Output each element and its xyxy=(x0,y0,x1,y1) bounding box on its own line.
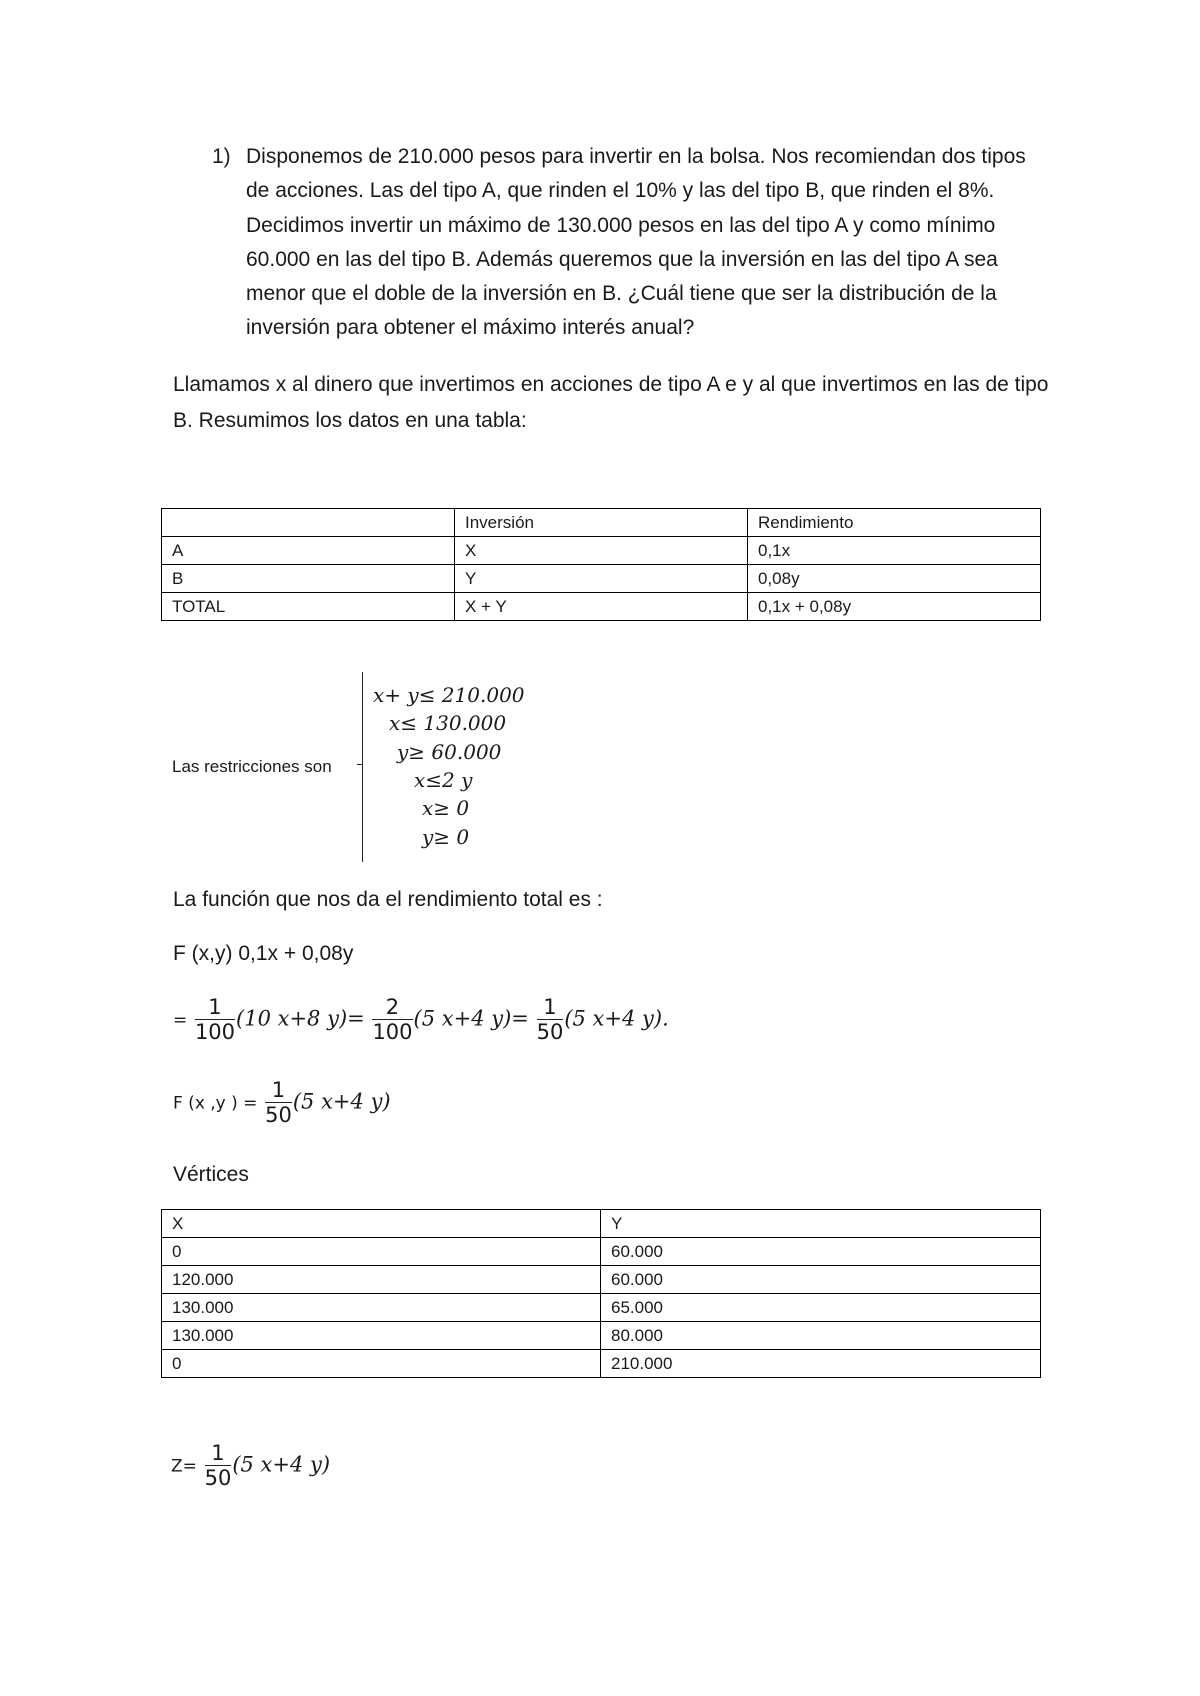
table-header-cell: Y xyxy=(601,1210,1041,1238)
problem-statement xyxy=(212,140,1052,346)
fraction xyxy=(265,1078,292,1127)
restrictions-label: Las restricciones son xyxy=(172,757,332,776)
table-cell: 60.000 xyxy=(601,1238,1041,1266)
fraction-numerator: 1 xyxy=(205,1441,232,1466)
fraction xyxy=(537,995,564,1044)
restriction-item: y≥ 0 xyxy=(422,825,470,849)
fraction-denominator: 100 xyxy=(372,1020,413,1044)
table-cell: 60.000 xyxy=(601,1266,1041,1294)
fraction xyxy=(195,995,235,1044)
table-cell: X + Y xyxy=(455,593,748,621)
fraction-numerator: 1 xyxy=(265,1078,292,1103)
table-cell: B xyxy=(162,565,455,593)
vertices-title: Vértices xyxy=(173,1163,249,1186)
table-header-cell: Inversión xyxy=(455,509,748,537)
restriction-item: x≥ 0 xyxy=(422,796,470,820)
table-cell: X xyxy=(455,537,748,565)
table-row xyxy=(162,1294,1041,1322)
table-cell: 130.000 xyxy=(162,1322,601,1350)
expression: (10 x+8 y)= xyxy=(236,1006,365,1031)
restriction-item: x+ y≤ 210.000 xyxy=(373,683,525,707)
restriction-item: y≥ 60.000 xyxy=(397,740,502,764)
restriction-item: x≤ 130.000 xyxy=(389,711,507,735)
fraction-numerator: 1 xyxy=(195,995,235,1020)
table-cell: Y xyxy=(455,565,748,593)
table-header-cell: X xyxy=(162,1210,601,1238)
intro-paragraph: Llamamos x al dinero que invertimos en acciones de tipo A e y al que invertimos en las de tipo B. Resumimos los datos en una tabla: xyxy=(173,373,1049,432)
table-cell: 210.000 xyxy=(601,1350,1041,1378)
fraction-denominator: 50 xyxy=(536,1020,564,1044)
fraction-numerator: 2 xyxy=(372,995,412,1020)
equals-sign: = xyxy=(173,1010,188,1031)
table-cell: 130.000 xyxy=(162,1294,601,1322)
table-row xyxy=(162,593,1041,621)
expression: (5 x+4 y) xyxy=(292,1089,391,1114)
fraction-numerator: 1 xyxy=(537,995,564,1020)
system-brace xyxy=(362,672,373,862)
table-row xyxy=(162,1266,1041,1294)
function-line: F (x,y) 0,1x + 0,08y xyxy=(173,942,354,965)
table-header-cell: Rendimiento xyxy=(748,509,1041,537)
fraction-denominator: 100 xyxy=(194,1020,236,1044)
table-header-cell xyxy=(162,509,455,537)
expression: (5 x+4 y)= xyxy=(413,1006,529,1031)
problem-text: Disponemos de 210.000 pesos para invertir en la bolsa. Nos recomiendan dos tipos de acciones. Las del tipo A, que rinden el 10% y las del tipo B, que rinden el 8%. Decidimos invertir un máximo de 130.000 pesos en las del tipo A y como mínimo 60.000 en las del tipo B. Además queremos que la inversión en las del tipo A sea menor que el doble de la inversión en B. ¿Cuál tiene que ser la distribución de la inversión para obtener el máximo interés anual? xyxy=(246,145,1026,340)
restriction-item: x≤2 y xyxy=(414,768,473,792)
equation-line xyxy=(173,995,669,1044)
investment-table xyxy=(161,508,1041,621)
function-intro: La función que nos da el rendimiento total es : xyxy=(173,888,603,911)
table-cell: 0 xyxy=(162,1350,601,1378)
table-row xyxy=(162,565,1041,593)
expression: (5 x+4 y) xyxy=(232,1452,331,1477)
problem-number: 1) xyxy=(212,145,231,168)
vertices-table xyxy=(161,1209,1041,1378)
f-definition xyxy=(173,1078,391,1127)
expression: (5 x+4 y). xyxy=(564,1006,669,1031)
z-label: Z= xyxy=(171,1456,197,1477)
table-cell: 80.000 xyxy=(601,1322,1041,1350)
table-header-row xyxy=(162,509,1041,537)
table-cell: 120.000 xyxy=(162,1266,601,1294)
fraction-denominator: 50 xyxy=(265,1103,292,1127)
f-label: F (x ,y ) = xyxy=(173,1093,258,1114)
table-cell: 65.000 xyxy=(601,1294,1041,1322)
z-definition xyxy=(171,1441,330,1490)
table-row xyxy=(162,1238,1041,1266)
table-row xyxy=(162,1322,1041,1350)
fraction xyxy=(372,995,412,1044)
table-row xyxy=(162,537,1041,565)
fraction xyxy=(205,1441,232,1490)
fraction-denominator: 50 xyxy=(204,1466,232,1490)
table-row xyxy=(162,1350,1041,1378)
table-cell: 0 xyxy=(162,1238,601,1266)
table-cell: 0,1x xyxy=(748,537,1041,565)
table-cell: 0,08y xyxy=(748,565,1041,593)
table-header-row xyxy=(162,1210,1041,1238)
table-cell: TOTAL xyxy=(162,593,455,621)
table-cell: 0,1x + 0,08y xyxy=(748,593,1041,621)
table-cell: A xyxy=(162,537,455,565)
